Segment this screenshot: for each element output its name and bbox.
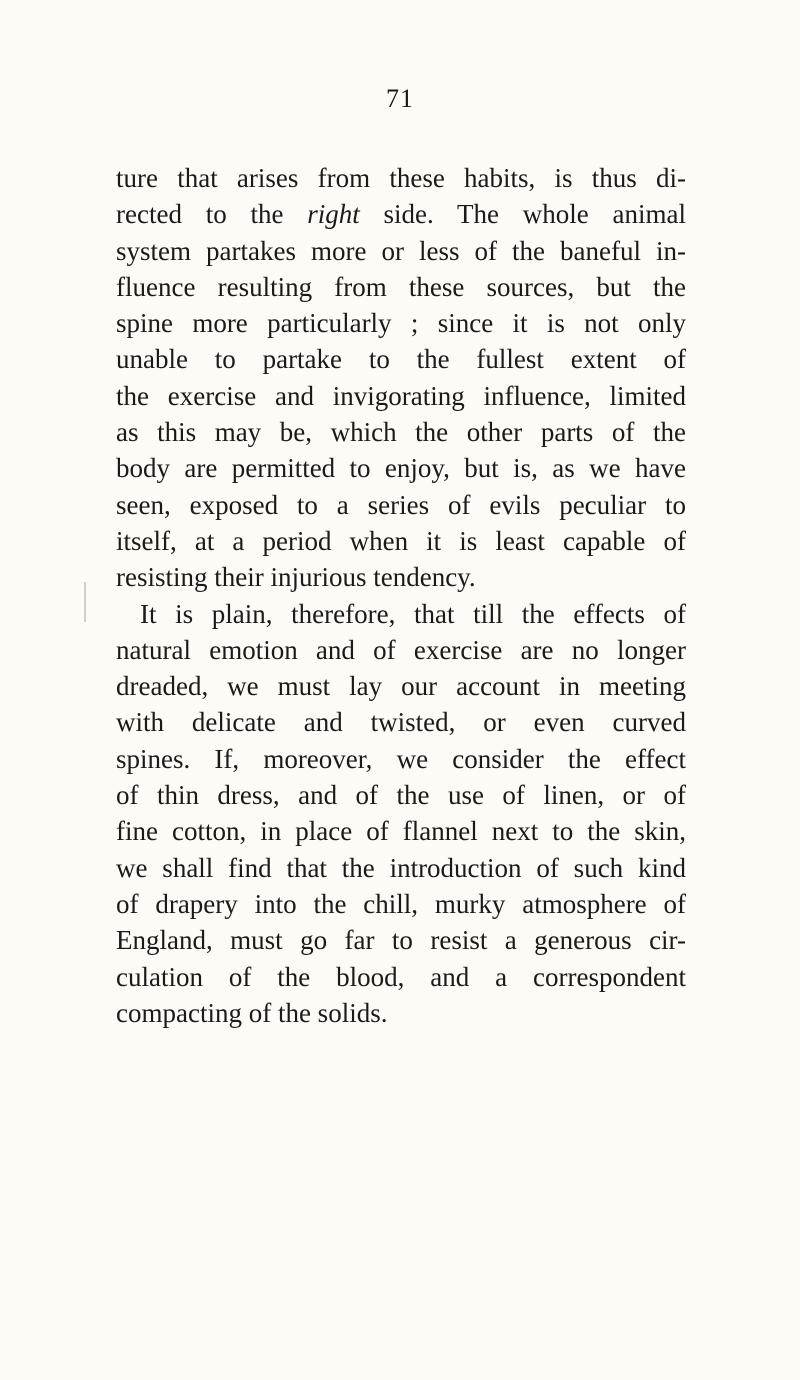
text-line: natural emotion and of exercise are no longer bbox=[116, 634, 686, 665]
text-line: spines. If, moreover, we consider the effect bbox=[116, 743, 686, 774]
text-line: with delicate and twisted, or even curved bbox=[116, 707, 686, 738]
page-number: 71 bbox=[386, 84, 414, 113]
text-line: we shall find that the introduction of such kind bbox=[116, 852, 686, 883]
margin-mark bbox=[84, 582, 86, 622]
italic-emphasis: right bbox=[307, 199, 360, 230]
text-line: England, must go far to resist a generous cir- bbox=[116, 925, 686, 956]
paragraph-start-line: It is plain, therefore, that till the effects of bbox=[140, 598, 686, 629]
text-line: fine cotton, in place of flannel next to the skin, bbox=[116, 816, 686, 847]
text-line: fluence resulting from these sources, but the bbox=[116, 271, 686, 302]
text-line: seen, exposed to a series of evils peculiar to bbox=[116, 489, 686, 520]
text-line: of drapery into the chill, murky atmosphere of bbox=[116, 888, 686, 919]
text-line: body are permitted to enjoy, but is, as we have bbox=[116, 453, 686, 484]
text-line: of thin dress, and of the use of linen, or of bbox=[116, 780, 686, 811]
text-line: rected to the right side. The whole animal bbox=[116, 199, 686, 230]
text-line: unable to partake to the fullest extent of bbox=[116, 344, 686, 375]
text-line: as this may be, which the other parts of the bbox=[116, 417, 686, 448]
text-line: dreaded, we must lay our account in meeting bbox=[116, 671, 686, 702]
text-line: spine more particularly ; since it is not only bbox=[116, 308, 686, 339]
paragraph-end-line: compacting of the solids. bbox=[116, 997, 388, 1028]
paragraph-end-line: resisting their injurious tendency. bbox=[116, 562, 476, 593]
text-line: system partakes more or less of the baneful in- bbox=[116, 235, 686, 266]
text-line: the exercise and invigorating influence, limited bbox=[116, 380, 686, 411]
text-line: ture that arises from these habits, is thus di- bbox=[116, 163, 686, 193]
text-line: itself, at a period when it is least capable of bbox=[116, 525, 686, 556]
body-text bbox=[116, 160, 686, 1031]
text-line: culation of the blood, and a correspondent bbox=[116, 961, 686, 992]
